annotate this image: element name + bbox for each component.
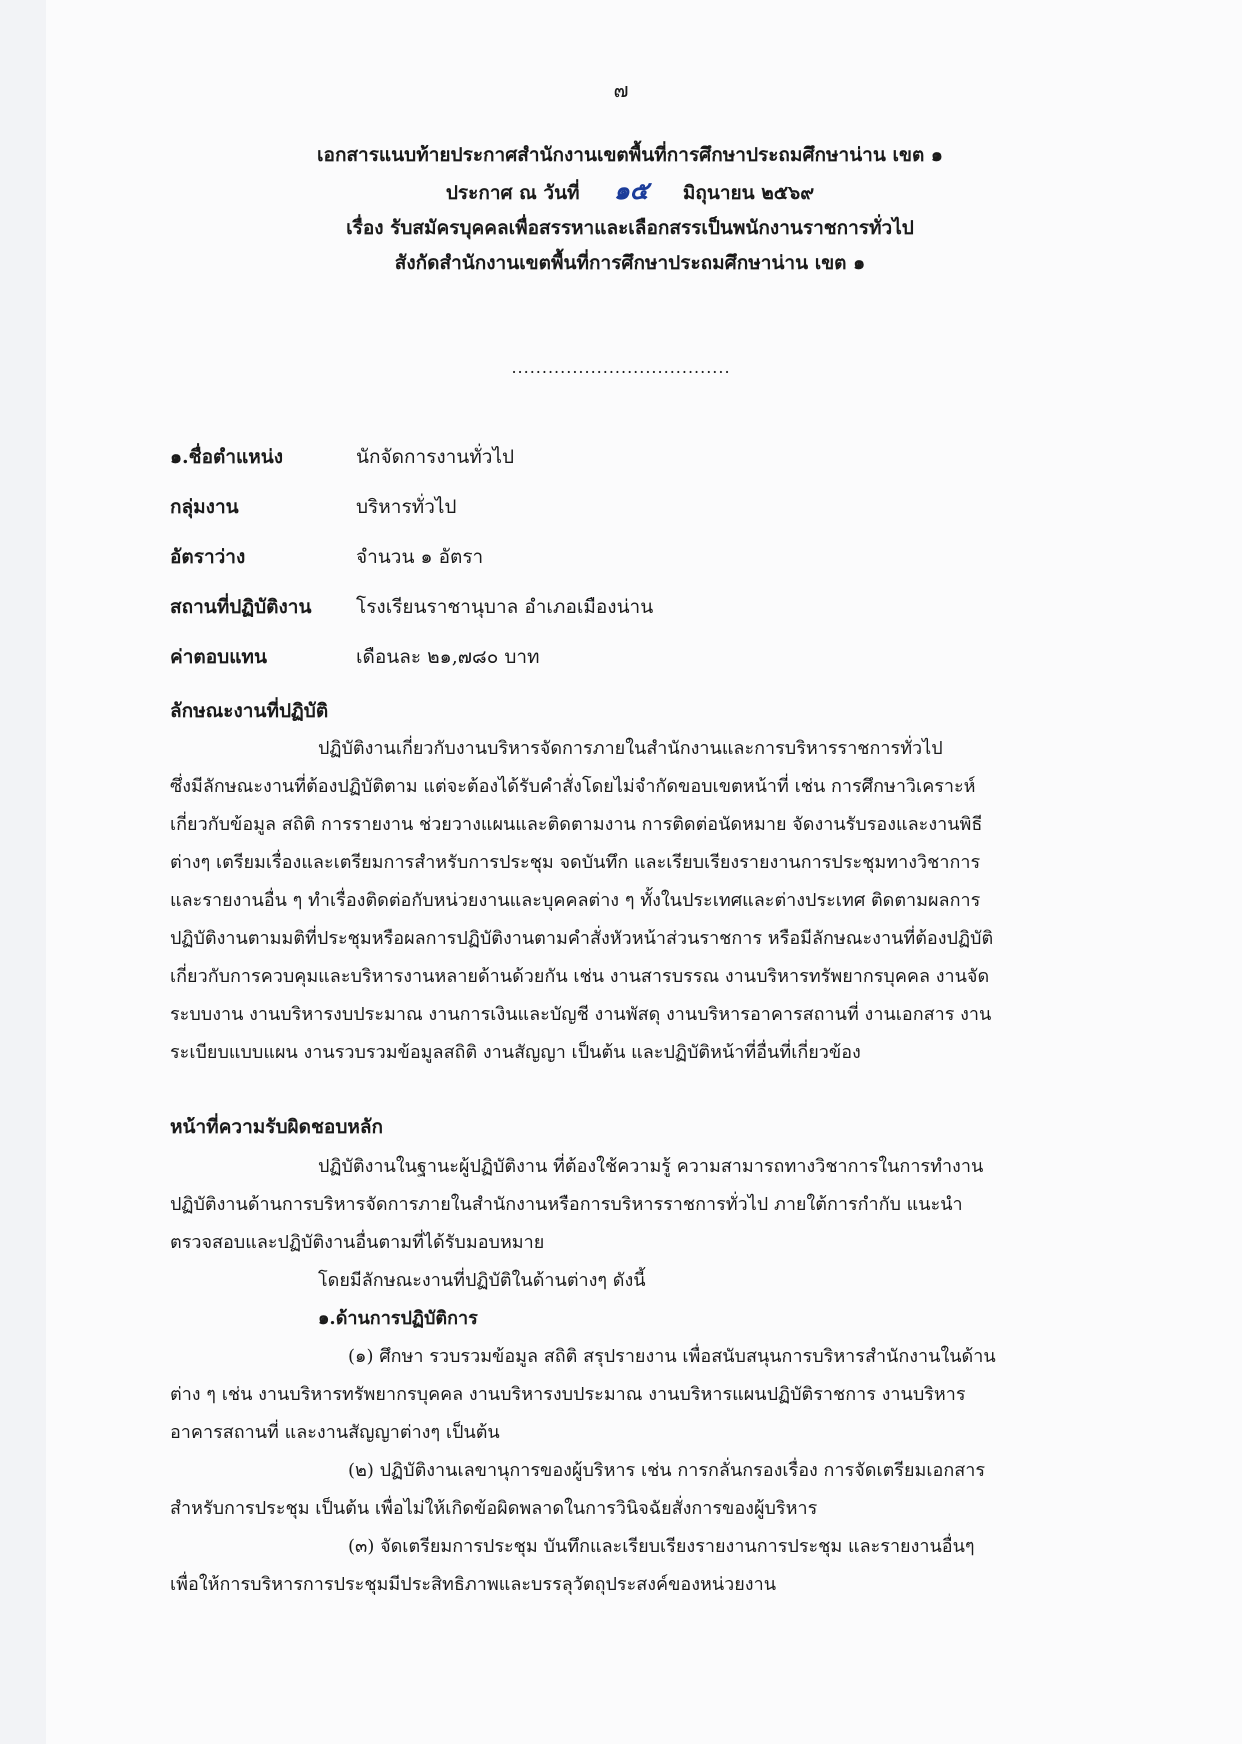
paragraph-line: (๑) ศึกษา รวบรวมข้อมูล สถิติ สรุปรายงาน เพื่อสนับสนุนการบริหารสำนักงานในด้าน: [348, 1346, 996, 1367]
field-vacancy: [170, 532, 1130, 582]
dotted-separator: ....................................: [511, 358, 731, 377]
header-line-1: เอกสารแนบท้ายประกาศสำนักงานเขตพื้นที่การศึกษาประถมศึกษาน่าน เขต ๑: [317, 144, 943, 166]
paragraph-line: โดยมีลักษณะงานที่ปฏิบัติในด้านต่างๆ ดังนี้: [318, 1270, 646, 1291]
section-title-job-nature: ลักษณะงานที่ปฏิบัติ: [170, 700, 329, 722]
paragraph-line: เกี่ยวกับข้อมูล สถิติ การรายงาน ช่วยวางแผนและติดตามงาน การติดต่อนัดหมาย จัดงานรับรองและงานพิธี: [170, 814, 983, 835]
field-value: โรงเรียนราชานุบาล อำเภอเมืองน่าน: [356, 596, 654, 618]
announcement-date-prefix: ประกาศ ณ วันที่: [445, 182, 580, 204]
paragraph-line: สำหรับการประชุม เป็นต้น เพื่อไม่ให้เกิดข้อผิดพลาดในการวินิจฉัยสั่งการของผู้บริหาร: [170, 1498, 818, 1519]
paragraph-line: ต่าง ๆ เช่น งานบริหารทรัพยากรบุคคล งานบริหารงบประมาณ งานบริหารแผนปฏิบัติราชการ งานบริหาร: [170, 1384, 966, 1405]
paragraph-line: ซึ่งมีลักษณะงานที่ต้องปฏิบัติตาม แต่จะต้องได้รับคำสั่งโดยไม่จำกัดขอบเขตหน้าที่ เช่น การศึกษาวิเคราะห์: [170, 776, 976, 797]
field-label: ค่าตอบแทน: [170, 646, 267, 668]
page-number: ๗: [613, 78, 629, 102]
paragraph-line: เกี่ยวกับการควบคุมและบริหารงานหลายด้านด้วยกัน เช่น งานสารบรรณ งานบริหารทรัพยากรบุคคล งานจัด: [170, 966, 990, 987]
scan-edge: [0, 0, 46, 1744]
paragraph-line: (๒) ปฏิบัติงานเลขานุการของผู้บริหาร เช่น การกลั่นกรองเรื่อง การจัดเตรียมเอกสาร: [348, 1460, 986, 1481]
paragraph-line: เพื่อให้การบริหารการประชุมมีประสิทธิภาพและบรรลุวัตถุประสงค์ของหน่วยงาน: [170, 1574, 777, 1595]
header-subject: เรื่อง รับสมัครบุคคลเพื่อสรรหาและเลือกสรรเป็นพนักงานราชการทั่วไป: [346, 217, 914, 239]
field-workplace: [170, 582, 1130, 632]
paragraph-line: ระบบงาน งานบริหารงบประมาณ งานการเงินและบัญชี งานพัสดุ งานบริหารอาคารสถานที่ งานเอกสาร งาน: [170, 1004, 992, 1025]
header-line-2: [160, 173, 1100, 211]
announcement-date-suffix: มิถุนายน ๒๕๖๙: [682, 182, 815, 204]
paragraph-line: และรายงานอื่น ๆ ทำเรื่องติดต่อกับหน่วยงานและบุคคลต่าง ๆ ทั้งในประเทศและต่างประเทศ ติดตามผลการ: [170, 890, 981, 911]
field-value: บริหารทั่วไป: [356, 496, 457, 518]
header-affiliation: สังกัดสำนักงานเขตพื้นที่การศึกษาประถมศึกษาน่าน เขต ๑: [394, 252, 866, 274]
field-value: นักจัดการงานทั่วไป: [356, 446, 515, 468]
field-value: จำนวน ๑ อัตรา: [356, 546, 484, 568]
paragraph-line: ปฏิบัติงานเกี่ยวกับงานบริหารจัดการภายในสำนักงานและการบริหารราชการทั่วไป: [318, 738, 943, 759]
paragraph-line: ปฏิบัติงานด้านการบริหารจัดการภายในสำนักงานหรือการบริหารราชการทั่วไป ภายใต้การกำกับ แนะนำ: [170, 1194, 963, 1215]
field-position-name: [170, 432, 1130, 482]
paragraph-line: ปฏิบัติงานตามมติที่ประชุมหรือผลการปฏิบัติงานตามคำสั่งหัวหน้าส่วนราชการ หรือมีลักษณะงานที่ต้องปฏิบัติ: [170, 928, 994, 949]
section-body-responsibilities: [170, 1148, 1115, 1604]
paragraph-line: อาคารสถานที่ และงานสัญญาต่างๆ เป็นต้น: [170, 1422, 500, 1443]
handwritten-day: ๑๕: [613, 176, 649, 205]
field-label: อัตราว่าง: [170, 546, 246, 568]
paragraph-line: (๓) จัดเตรียมการประชุม บันทึกและเรียบเรียงรายงานการประชุม และรายงานอื่นๆ: [348, 1536, 975, 1557]
document-header: [160, 138, 1100, 281]
field-label: ๑.ชื่อตำแหน่ง: [170, 446, 284, 468]
field-label: สถานที่ปฏิบัติงาน: [170, 596, 312, 618]
paragraph-line: ระเบียบแบบแผน งานรวบรวมข้อมูลสถิติ งานสัญญา เป็นต้น และปฏิบัติหน้าที่อื่นที่เกี่ยวข้อง: [170, 1042, 861, 1063]
field-label: กลุ่มงาน: [170, 496, 239, 518]
section-body-job-nature: [170, 730, 1115, 1072]
subsection-heading: ๑.ด้านการปฏิบัติการ: [318, 1308, 478, 1329]
field-work-group: [170, 482, 1130, 532]
field-value: เดือนละ ๒๑,๗๘๐ บาท: [356, 646, 540, 668]
paragraph-line: ปฏิบัติงานในฐานะผู้ปฏิบัติงาน ที่ต้องใช้ความรู้ ความสามารถทางวิชาการในการทำงาน: [318, 1156, 984, 1177]
position-fields: [170, 432, 1130, 682]
section-title-responsibilities: หน้าที่ความรับผิดชอบหลัก: [170, 1116, 384, 1138]
paragraph-line: ต่างๆ เตรียมเรื่องและเตรียมการสำหรับการประชุม จดบันทึก และเรียบเรียงรายงานการประชุมทางวิชาการ: [170, 852, 981, 873]
paragraph-line: ตรวจสอบและปฏิบัติงานอื่นตามที่ได้รับมอบหมาย: [170, 1232, 545, 1253]
field-compensation: [170, 632, 1130, 682]
